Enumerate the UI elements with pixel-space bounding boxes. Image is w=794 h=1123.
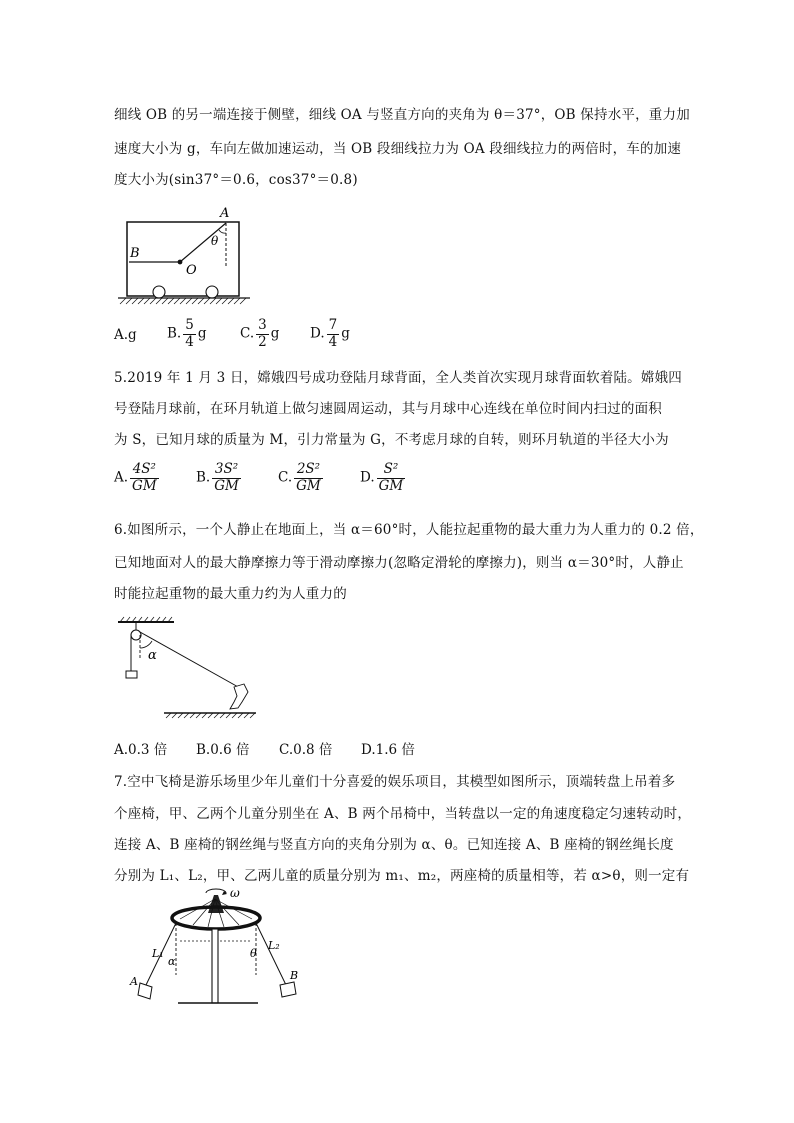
q6-line-1: 6.如图所示，一个人静止在地面上，当 α＝60°时，人能拉起重物的最大重力为人重力的 0.2 倍， [114, 522, 704, 538]
label-b: B [130, 246, 140, 261]
wheel-right [206, 286, 218, 298]
label-alpha: α [148, 648, 157, 663]
label-b: B [290, 969, 299, 982]
wheel-left [153, 286, 165, 298]
q6-line-3: 时能拉起重物的最大重力约为人重力的 [114, 586, 347, 602]
point-o [178, 260, 183, 265]
q4-line-1: 细线 OB 的另一端连接于侧壁，细线 OA 与竖直方向的夹角为 θ＝37°，OB 保持水平，重力加 [114, 107, 690, 123]
q5-line-3: 为 S，已知月球的质量为 M，引力常量为 G，不考虑月球的自转，则环月轨道的半径大小为 [114, 432, 669, 448]
ground-hatch [166, 713, 255, 718]
q7-line-3: 连接 A、B 座椅的钢丝绳与竖直方向的夹角分别为 α、θ。已知连接 A、B 座椅的钢丝绳长度 [114, 837, 674, 853]
q7-line-1: 7.空中飞椅是游乐场里少年儿童们十分喜爱的娱乐项目，其模型如图所示，顶端转盘上吊着多 [114, 774, 676, 790]
q6-pulley-figure [116, 616, 266, 722]
label-theta: θ [211, 234, 219, 248]
q7-line-4: 分别为 L₁、L₂，甲、乙两儿童的质量分别为 m₁、m₂，两座椅的质量相等，若 α>θ，则一定有 [114, 868, 690, 884]
q6-line-2: 已知地面对人的最大静摩擦力等于滑动摩擦力(忽略定滑轮的摩擦力)，则当 α＝30°时，人静止 [114, 555, 684, 571]
q4-cart-figure [116, 200, 256, 308]
label-theta: θ [250, 947, 257, 960]
q5-option-a: A. $\frac{\text{4S²}}{GM}$ [114, 461, 157, 494]
q5-line-1: 5.2019 年 1 月 3 日，嫦娥四号成功登陆月球背面，全人类首次实现月球背面软着陆。嫦娥四 [114, 370, 682, 386]
q5-option-d: D. $\frac{\text{S²}}{GM}$ [360, 461, 404, 494]
seat-a [138, 983, 152, 999]
q5-line-2: 号登陆月球前，在环月轨道上做匀速圆周运动，其与月球中心连线在单位时间内扫过的面积 [114, 401, 662, 417]
weight [126, 671, 137, 678]
q4-option-b: B. $\frac{5}{4}$ g [167, 317, 207, 350]
q7-line-2: 个座椅，甲、乙两个儿童分别坐在 A、B 两个吊椅中，当转盘以一定的角速度稳定匀速转动时， [114, 806, 692, 822]
rotation-arrow [206, 889, 226, 893]
q6-option-a: A.0.3 倍 [114, 742, 168, 758]
q4-line-3: 度大小为(sin37°＝0.6，cos37°＝0.8) [114, 172, 358, 188]
alpha-arc [140, 641, 152, 648]
label-l1: L₁ [152, 947, 164, 960]
q4-option-d: D. $\frac{7}{4}$ g [310, 317, 350, 350]
q4-option-c: C. $\frac{3}{2}$ g [240, 317, 280, 350]
label-alpha: α [168, 955, 176, 968]
q6-option-c: C.0.8 倍 [279, 742, 333, 758]
person [230, 684, 248, 709]
label-omega: ω [230, 886, 240, 900]
q7-swing-figure [118, 885, 318, 1010]
q6-option-b: B.0.6 倍 [196, 742, 250, 758]
q5-option-c: C. $\frac{\text{2S²}}{GM}$ [278, 461, 321, 494]
theta-arc [219, 230, 226, 233]
pole [212, 929, 218, 1003]
q6-option-d: D.1.6 倍 [361, 742, 415, 758]
q4-option-a: A.g [114, 327, 137, 343]
pulley [131, 630, 141, 640]
q5-option-b: B. $\frac{\text{3S²}}{GM}$ [196, 461, 239, 494]
label-o: O [186, 263, 197, 278]
rope-b [256, 923, 286, 985]
ground-hatch [120, 298, 246, 304]
seat-b [280, 982, 296, 997]
label-a: A [130, 975, 138, 988]
label-l2: L₂ [268, 939, 280, 952]
string-oa [180, 223, 226, 262]
label-a: A [220, 206, 230, 221]
q4-line-2: 速度大小为 g，车向左做加速运动，当 OB 段细线拉力为 OA 段细线拉力的两倍时，车的加速 [114, 141, 682, 157]
